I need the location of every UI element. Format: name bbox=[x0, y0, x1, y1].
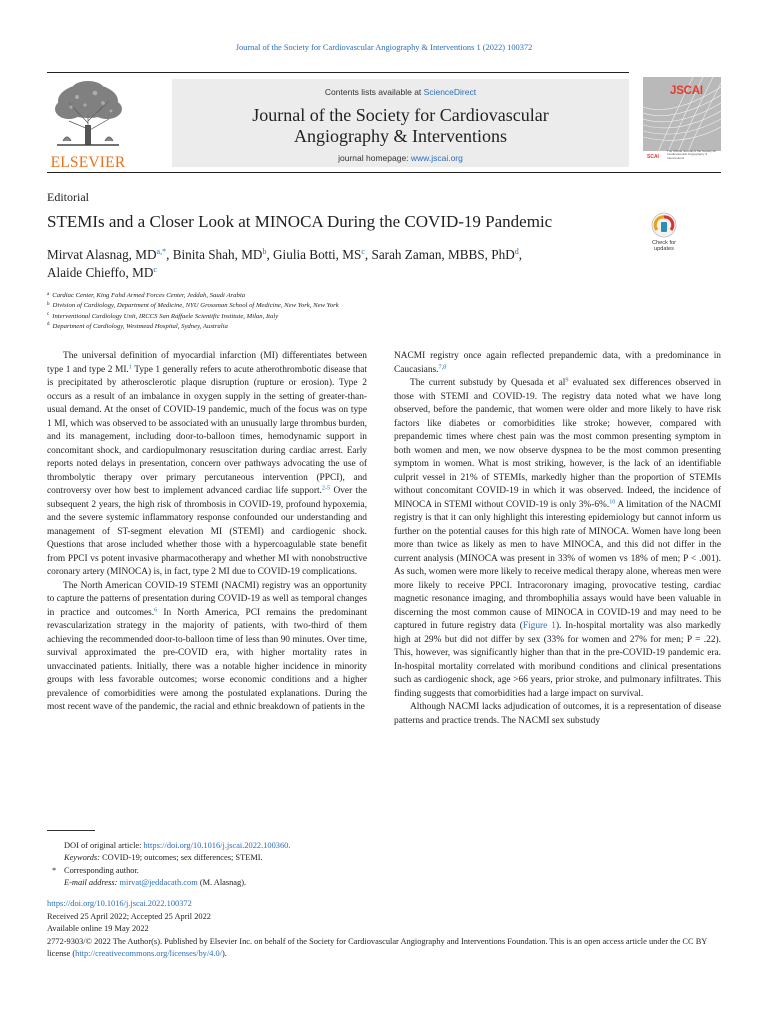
publisher-wordmark: ELSEVIER bbox=[50, 154, 126, 171]
citation-link[interactable]: 10 bbox=[609, 498, 616, 505]
contents-line bbox=[172, 87, 629, 97]
affiliation-item: $^c$ Interventional Cardiology Unit, IRCCS San Raffaele Scientific Institute, Milan, Italy bbox=[47, 312, 279, 320]
body-paragraph: Although NACMI lacks adjudication of outcomes, it is a representation of disease patterns and practice trends. The NACMI sex substudy bbox=[394, 702, 721, 726]
citation-link[interactable]: 2-5 bbox=[321, 484, 331, 492]
homepage-line bbox=[172, 153, 629, 163]
masthead-bottom-rule bbox=[47, 172, 721, 173]
cover-society-logo: SCAI bbox=[647, 154, 659, 160]
sciencedirect-link[interactable]: ScienceDirect bbox=[423, 87, 477, 97]
homepage-prefix: journal homepage: bbox=[338, 153, 411, 163]
received-dates: Received 25 April 2022; Accepted 25 April 2022 bbox=[47, 911, 211, 921]
affiliation-item: $^b$ Division of Cardiology, Department of Medicine, NYU Grossman School of Medicine, New York, New York bbox=[47, 301, 339, 310]
journal-info-box bbox=[172, 79, 629, 167]
affiliation-item: $^a$ Cardiac Center, King Fahd Armed Forces Center, Jeddah, Saudi Arabia bbox=[47, 291, 246, 299]
journal-title-line1: Journal of the Society for Cardiovascular bbox=[252, 105, 549, 125]
affiliation-list bbox=[47, 291, 647, 332]
author-list: Mirvat Alasnag, $MD^{a,*}$, Binita Shah, $MD^b$, Giulia Botti, $MS^c$, Sarah Zaman, MBBS, PhD$^d$, Alaide Chieffo, $MD^c$ bbox=[47, 247, 523, 280]
keywords-note: Keywords: COVID-19; outcomes; sex differences; STEMI. bbox=[64, 853, 263, 863]
elsevier-logo[interactable] bbox=[47, 79, 129, 171]
author[interactable]: Giulia Botti, $MS^c$ bbox=[273, 247, 365, 262]
running-head[interactable]: Journal of the Society for Cardiovascular Angiography & Interventions 1 (2022) 100372 bbox=[235, 43, 533, 52]
cover-journal-label: JSCAI bbox=[670, 85, 703, 97]
citation-link[interactable]: 7,8 bbox=[438, 363, 447, 370]
author[interactable]: Mirvat Alasnag, $MD^{a,*}$ bbox=[47, 247, 167, 262]
cover-society-text: The Official Journal of the Society for Cardiovascular Angiography & Interventions bbox=[667, 148, 717, 160]
footnote-rule bbox=[47, 830, 95, 831]
online-date: Available online 19 May 2022 bbox=[47, 924, 149, 933]
journal-title bbox=[172, 105, 629, 147]
check-updates-line1: Check for bbox=[652, 240, 676, 246]
footnotes bbox=[52, 840, 704, 890]
elsevier-tree-logo-icon bbox=[47, 79, 129, 149]
corresponding-author-note: * Corresponding author. bbox=[52, 865, 139, 875]
license-link[interactable]: http://creativecommons.org/licenses/by/4.0/ bbox=[75, 949, 222, 958]
check-updates-line2: updates bbox=[654, 246, 674, 252]
journal-masthead bbox=[47, 72, 629, 171]
article-doi-link[interactable]: https://doi.org/10.1016/j.jscai.2022.100372 bbox=[47, 899, 192, 908]
contents-prefix: Contents lists available at bbox=[324, 87, 424, 97]
citation-link[interactable]: 1 bbox=[128, 363, 132, 370]
article-section-label: Editorial bbox=[47, 190, 89, 204]
body-paragraph: NACMI registry once again reflected prepandemic data, with a predominance in Caucasians.$^{7,8}$ bbox=[394, 351, 721, 375]
author[interactable]: Sarah Zaman, MBBS, PhD$^d$ bbox=[371, 247, 519, 262]
article-title: STEMIs and a Closer Look at MINOCA During the COVID-19 Pandemic bbox=[47, 212, 553, 231]
body-column-right bbox=[394, 350, 721, 728]
author[interactable]: Alaide Chieffo, $MD^c$ bbox=[47, 265, 157, 280]
email-note: E-mail address: mirvat@jeddacath.com (M. Alasnag). bbox=[64, 878, 247, 888]
body-paragraph: The universal definition of myocardial infarction (MI) differentiates between type 1 and type 2 MI.$^1$ Type 1 generally refers to acute atherothrombotic disease that is precipitated by atherosclerotic plaque disruption (rupture or erosion). Type 2 occurs as a result of an imbalance in oxygen supply in the setting of greater-than-usual demand. At the onset of COVID-19 pandemic, much of the focus was on type 1 MI, which was observed to be associated with an unusually large thrombus burden, and its management, including door-to-balloon times, hemodynamic support in concomitant shock, and cardiopulmonary resuscitation during cardiac arrest. Early reports noted delays in presentation, concern over pathways advocating the use of thrombolytic therapy over primary percutaneous intervention (PPCI), and controversy over how best to implement advanced cardiac life support.$^{2-5}$ Over the subsequent 2 years, the high risk of thrombosis in COVID-19, profound hypoxemia, and the severe systemic inflammatory response confounded our understanding and management of ST-segment elevation MI (STEMI) and cardiogenic shock. Questions that arose included whether those with a hypercoagulable state benefit from PPCI vs potent invasive pharmacotherapy and whether MI with nonobstructive coronary artery (MINOCA) is, in fact, type 2 MI due to COVID-19 complications. bbox=[47, 351, 367, 577]
figure-link[interactable]: Figure 1 bbox=[522, 621, 556, 631]
check-for-updates-badge[interactable] bbox=[645, 212, 683, 254]
journal-homepage-link[interactable]: www.jscai.org bbox=[410, 153, 463, 163]
author[interactable]: Binita Shah, $MD^b$ bbox=[172, 247, 267, 262]
body-column-left bbox=[47, 350, 367, 715]
journal-title-line2: Angiography & Interventions bbox=[294, 126, 507, 146]
check-for-updates-icon bbox=[651, 212, 677, 238]
citation-link[interactable]: 6 bbox=[154, 606, 158, 613]
email-link[interactable]: mirvat@jeddacath.com bbox=[119, 878, 198, 888]
journal-cover-thumbnail[interactable] bbox=[643, 77, 721, 164]
body-paragraph: The current substudy by Quesada et al$^9$ evaluated sex differences observed in those with STEMI and COVID-19. The registry data noted what we have long observed, before the pandemic, that women were older and more likely to have risk factors like diabetes or comorbidities like stroke; however, compared with prepandemic times where chest pain was the most common presenting symptom in both women and men, we now observe dyspnea to be the most common presenting symptom in women. What is most striking, however, is the lack of an identifiable culprit vessel in 21% of STEMIs, markedly higher than the proportion of STEMIs without concomitant COVID-19 in which it was observed. Indeed, the incidence of MINOCA in STEMI without COVID-19 is only 3%-6%.$^{10}$ A limitation of the NACMI registry is that it can only highlight this interesting epidemiology but cannot inform us further on the potential causes for this high rate of MINOCA. Women have long been more than twice as likely as men to have MINOCA, and this did not differ in the current analysis (MINOCA was present in 33% of women vs 18% of men; P < .001). As such, women were more likely to receive medical therapy alone, whereas men were more likely to receive PPCI. Intracoronary imaging, provocative testing, cardiac magnetic resonance imaging, and thrombophilia assays would have been valuable in discerning the most common cause of MINOCA in COVID-19 and may need to be captured in future registry data (Figure 1). In-hospital mortality was also markedly high at 29% but did not differ by sex (33% for women and 27% for men; P = .22). This, however, was significantly higher than that in the pre-COVID-19 pandemic era. In-hospital mortality correlated with moribund conditions and clinical presentations such as cardiogenic shock, age >66 years, prior stroke, and pulmonary infiltrates. This finding suggests that comorbidities had a large impact on survival. bbox=[394, 376, 721, 699]
article-bottom-info bbox=[47, 898, 727, 961]
copyright-notice: 2772-9303/© 2022 The Author(s). Published by Elsevier Inc. on behalf of the Society for Cardiovascular Angiography and Interventions Foundation. This is an open access article under the CC BY license (http://creativecommons.org/licenses/by/4.0/). bbox=[47, 936, 708, 958]
citation-link[interactable]: 9 bbox=[565, 376, 569, 384]
doi-original-note: DOI of original article: https://doi.org/10.1016/j.jscai.2022.100360. bbox=[64, 841, 291, 850]
body-paragraph: The North American COVID-19 STEMI (NACMI) registry was an opportunity to capture the patterns of presentation during COVID-19 as well as temporal changes in practice and outcomes.$^6$ In North America, PCI remains the predominant revascularization strategy in the majority of patients, with two-third of them achieving the recommended door-to-balloon time of less than 90 minutes. Over time, survival approximated the pre-COVID era, with higher mortality rates in unvaccinated patients. Initially, there was a notable higher incidence in minority groups with less favorable outcomes; worse economic conditions and a higher prevalence of comorbidities were among the postulated explanations. During the most recent wave of the pandemic, the racial and ethnic breakdown of patients in the bbox=[47, 580, 367, 712]
affiliation-item: $^d$ Department of Cardiology, Westmead Hospital, Sydney, Australia bbox=[47, 322, 228, 330]
original-article-doi-link[interactable]: https://doi.org/10.1016/j.jscai.2022.100360. bbox=[143, 841, 291, 850]
